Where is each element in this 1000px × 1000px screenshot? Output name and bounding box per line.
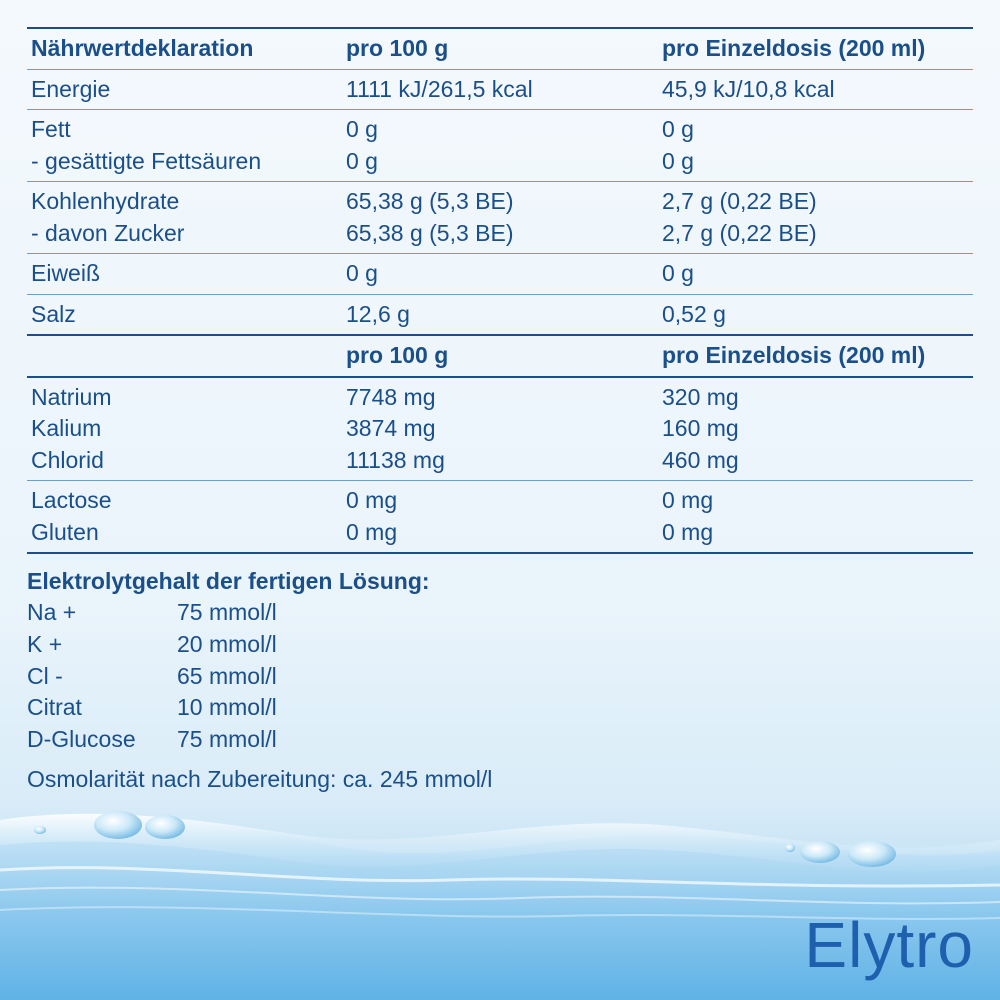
table-header-row (27, 28, 973, 69)
cell (27, 28, 342, 69)
cell (342, 481, 658, 554)
electrolyte-name: D-Glucose (27, 726, 136, 753)
electrolyte-row (27, 597, 430, 629)
cell (27, 182, 342, 254)
cell-text: pro Einzeldosis (200 ml) (662, 35, 926, 61)
electrolyte-name: Citrat (27, 694, 82, 721)
cell-text: Nährwertdeklaration (31, 35, 254, 61)
cell-text: 0 g (346, 260, 378, 286)
electrolyte-row (27, 661, 430, 693)
cell-text: Eiweiß (31, 260, 101, 286)
cell-text: pro 100 g (346, 342, 449, 368)
cell-text: 0 g (662, 147, 694, 174)
table-row (27, 481, 973, 554)
cell-text: 0 mg (662, 487, 714, 513)
table-row (27, 69, 973, 110)
cell (342, 335, 658, 377)
cell (342, 377, 658, 481)
table-row (27, 110, 973, 182)
cell-text: 7748 mg (346, 383, 436, 410)
cell (27, 377, 342, 481)
cell-text: 11138 mg (346, 446, 445, 473)
cell-text: 0 g (662, 260, 694, 286)
cell (342, 28, 658, 69)
cell-text: 0,52 g (662, 300, 726, 327)
cell-text: Gluten (31, 518, 99, 545)
cell (27, 294, 342, 335)
cell (658, 28, 973, 69)
electrolyte-title: Elektrolytgehalt der fertigen Lösung: (27, 568, 430, 594)
cell (27, 481, 342, 554)
cell-text: 65,38 g (5,3 BE) (346, 219, 514, 246)
cell (27, 335, 342, 377)
nutrition-table (27, 27, 973, 554)
cell (658, 69, 973, 110)
table-row (27, 254, 973, 295)
cell (342, 110, 658, 182)
electrolyte-row (27, 629, 430, 661)
cell-text: 320 mg (662, 383, 739, 410)
cell-text: 0 mg (346, 518, 398, 545)
cell (658, 335, 973, 377)
cell (27, 110, 342, 182)
cell (658, 294, 973, 335)
cell (27, 69, 342, 110)
electrolyte-value: 75 mmol/l (177, 726, 277, 753)
osmolarity-text: Osmolarität nach Zubereitung: ca. 245 mmol/l (27, 766, 493, 792)
cell-text: Energie (31, 75, 111, 102)
cell-text: 45,9 kJ/10,8 kcal (662, 75, 835, 102)
cell (342, 254, 658, 295)
cell-text: 0 g (346, 147, 378, 174)
cell-text: 0 g (662, 116, 694, 142)
electrolyte-value: 20 mmol/l (177, 630, 277, 657)
cell-text: 460 mg (662, 446, 739, 473)
cell (658, 377, 973, 481)
cell (342, 182, 658, 254)
cell-text: Kohlenhydrate (31, 188, 180, 214)
cell (658, 110, 973, 182)
cell-text: Fett (31, 116, 71, 142)
electrolyte-section (27, 566, 430, 756)
cell-text: 0 g (346, 116, 378, 142)
electrolyte-value: 10 mmol/l (177, 694, 277, 721)
cell-text: 2,7 g (0,22 BE) (662, 219, 817, 246)
electrolyte-value: 75 mmol/l (177, 599, 277, 625)
cell-text: 1111 kJ/261,5 kcal (346, 75, 533, 102)
cell-text: 12,6 g (346, 300, 410, 327)
cell-text: Chlorid (31, 446, 104, 473)
cell-text: 160 mg (662, 415, 739, 441)
cell (342, 69, 658, 110)
cell (658, 182, 973, 254)
cell-text: 3874 mg (346, 415, 436, 441)
brand-logo: Elytro (804, 909, 974, 981)
cell-text: Kalium (31, 415, 102, 441)
cell-text: 0 mg (662, 518, 714, 545)
electrolyte-value: 65 mmol/l (177, 662, 277, 689)
cell (658, 481, 973, 554)
cell-text: pro Einzeldosis (200 ml) (662, 342, 926, 368)
electrolyte-name: Na + (27, 599, 77, 625)
cell (658, 254, 973, 295)
table-row (27, 294, 973, 335)
cell (27, 254, 342, 295)
electrolyte-row (27, 724, 430, 756)
cell-text: 65,38 g (5,3 BE) (346, 188, 514, 214)
table-header-row-2 (27, 335, 973, 377)
electrolyte-name: K + (27, 630, 63, 657)
table-row (27, 182, 973, 254)
cell (342, 294, 658, 335)
cell-text: 2,7 g (0,22 BE) (662, 188, 817, 214)
cell-text: 0 mg (346, 487, 398, 513)
cell-text: Salz (31, 300, 76, 327)
cell-text: - davon Zucker (31, 219, 185, 246)
electrolyte-name: Cl - (27, 662, 63, 689)
cell-text: Lactose (31, 487, 112, 513)
cell-text: - gesättigte Fettsäuren (31, 147, 262, 174)
table-row (27, 377, 973, 481)
electrolyte-row (27, 692, 430, 724)
cell-text: pro 100 g (346, 35, 449, 61)
cell-text: Natrium (31, 383, 112, 410)
